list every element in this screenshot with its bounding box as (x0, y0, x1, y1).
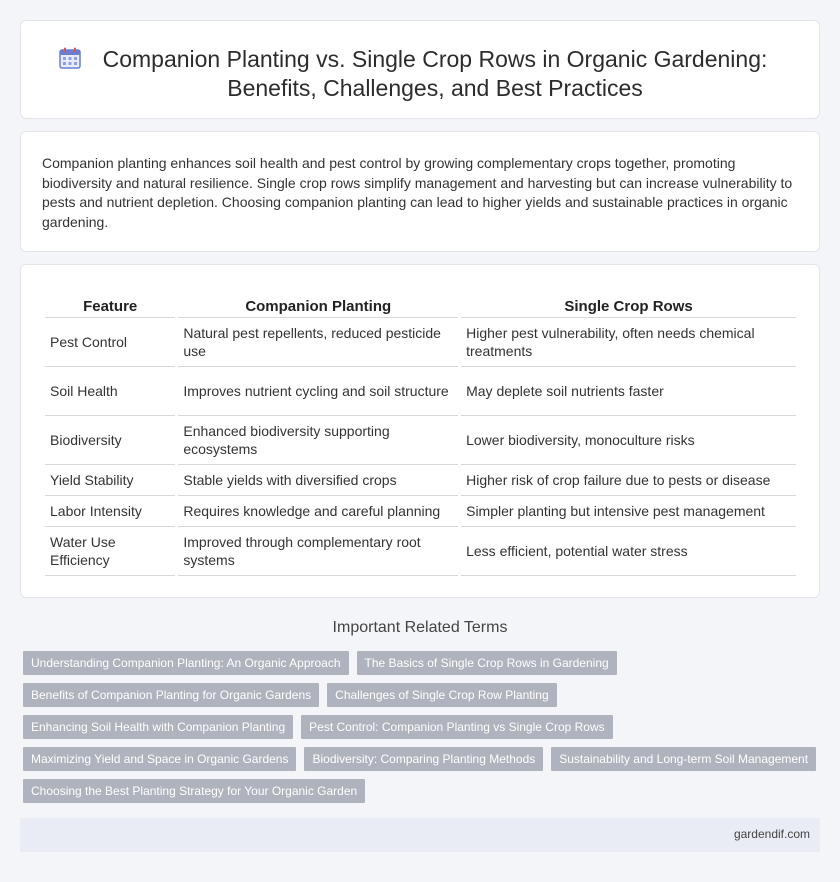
related-term-tag[interactable]: Choosing the Best Planting Strategy for Your Organic Garden (23, 779, 365, 803)
related-term-tag[interactable]: Understanding Companion Planting: An Organic Approach (23, 651, 349, 675)
companion-cell: Enhanced biodiversity supporting ecosystems (178, 416, 458, 465)
intro-paragraph: Companion planting enhances soil health and pest control by growing complementary crops together, promoting biodiversity and natural resilience. Single crop rows simplify management and harvesting but can increase vulnerability to pests and nutrient depletion. Choosing companion planting can lead to higher yields and sustainable practices in organic gardening. (42, 155, 793, 230)
page-title: Companion Planting vs. Single Crop Rows in Organic Gardening: Benefits, Challenges, and Best Practices (102, 46, 768, 101)
single-crop-cell: Lower biodiversity, monoculture risks (461, 416, 796, 465)
comparison-card (20, 264, 820, 598)
related-term-tag[interactable]: Biodiversity: Comparing Planting Methods (304, 747, 543, 771)
intro-card (20, 131, 820, 252)
related-term-tag[interactable]: Challenges of Single Crop Row Planting (327, 683, 556, 707)
table-row (45, 318, 796, 367)
related-terms-heading: Important Related Terms (332, 619, 508, 636)
feature-cell: Labor Intensity (45, 496, 175, 527)
single-crop-cell: Simpler planting but intensive pest management (461, 496, 796, 527)
feature-cell: Biodiversity (45, 416, 175, 465)
related-term-tag[interactable]: Pest Control: Companion Planting vs Single Crop Rows (301, 715, 612, 739)
table-row (45, 367, 796, 416)
companion-cell: Improves nutrient cycling and soil structure (178, 367, 458, 416)
related-terms-list (23, 651, 823, 811)
single-crop-cell: Less efficient, potential water stress (461, 527, 796, 576)
feature-cell: Yield Stability (45, 465, 175, 496)
single-crop-cell: Higher pest vulnerability, often needs chemical treatments (461, 318, 796, 367)
table-row (45, 465, 796, 496)
table-row (45, 496, 796, 527)
footer-site-link[interactable]: gardendif.com (733, 827, 810, 841)
related-term-tag[interactable]: Benefits of Companion Planting for Organic Gardens (23, 683, 319, 707)
single-crop-cell: Higher risk of crop failure due to pests or disease (461, 465, 796, 496)
related-term-tag[interactable]: Enhancing Soil Health with Companion Planting (23, 715, 293, 739)
companion-cell: Improved through complementary root systems (178, 527, 458, 576)
header-companion-planting: Companion Planting (178, 295, 458, 318)
related-term-tag[interactable]: The Basics of Single Crop Rows in Gardening (357, 651, 617, 675)
comparison-table (42, 295, 799, 576)
feature-cell: Pest Control (45, 318, 175, 367)
related-term-tag[interactable]: Maximizing Yield and Space in Organic Gardens (23, 747, 296, 771)
companion-cell: Requires knowledge and careful planning (178, 496, 458, 527)
title-card (20, 20, 820, 119)
feature-cell: Water Use Efficiency (45, 527, 175, 576)
related-term-tag[interactable]: Sustainability and Long-term Soil Management (551, 747, 816, 771)
feature-cell: Soil Health (45, 367, 175, 416)
header-single-crop-rows: Single Crop Rows (461, 295, 796, 318)
table-row (45, 416, 796, 465)
header-feature: Feature (45, 295, 175, 318)
companion-cell: Stable yields with diversified crops (178, 465, 458, 496)
companion-cell: Natural pest repellents, reduced pesticide use (178, 318, 458, 367)
footer (20, 818, 820, 852)
table-row (45, 527, 796, 576)
single-crop-cell: May deplete soil nutrients faster (461, 367, 796, 416)
table-header-row (45, 295, 796, 318)
